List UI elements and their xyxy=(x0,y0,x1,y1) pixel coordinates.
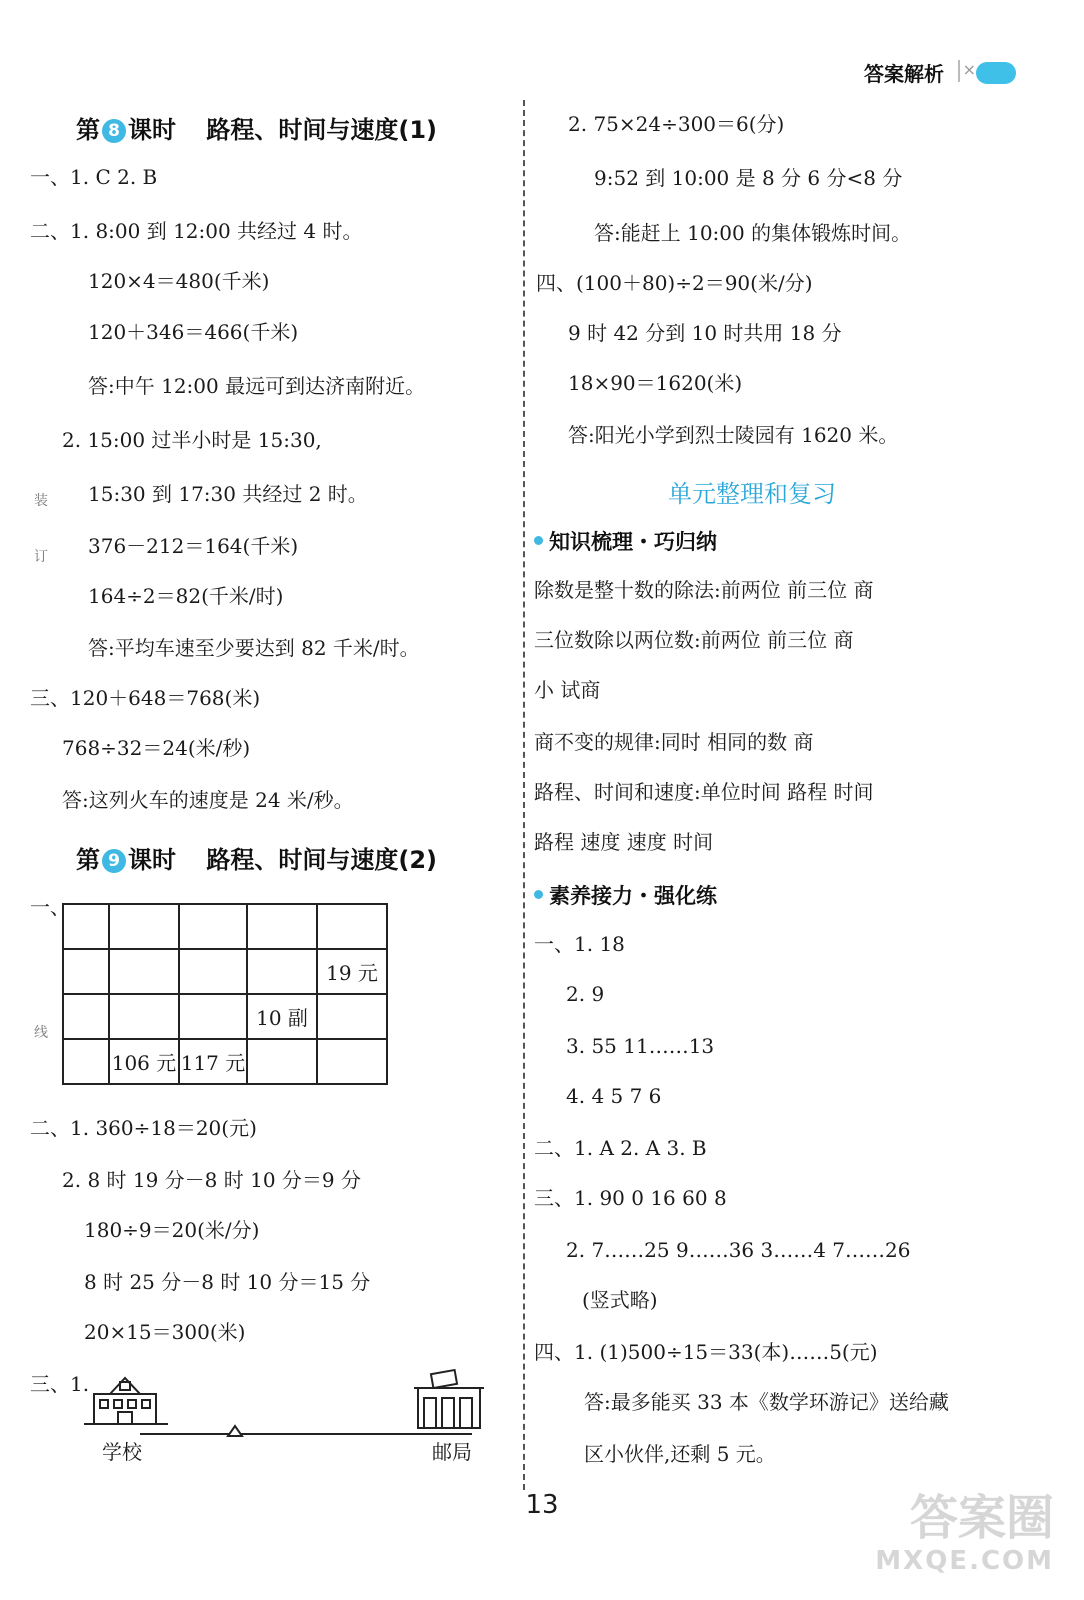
lesson9-title xyxy=(76,840,437,875)
answer-line: 2. 8 时 19 分－8 时 10 分＝9 分 xyxy=(62,1168,362,1192)
margin-mark: 装 xyxy=(34,493,48,509)
answer-line: 18×90＝1620(米) xyxy=(568,371,743,395)
answer-line: 答:能赶上 10:00 的集体锻炼时间。 xyxy=(594,221,912,245)
answer-line: 768÷32＝24(米/秒) xyxy=(62,736,251,760)
section-title: 单元整理和复习 xyxy=(668,480,836,508)
practice-line: 三、1. 90 0 16 60 8 xyxy=(534,1186,727,1210)
table-cell xyxy=(109,904,179,949)
close-mark-icon: × xyxy=(962,60,976,79)
table-cell xyxy=(179,949,247,994)
lesson8-topic: 路程、时间与速度(1) xyxy=(206,116,437,144)
school-label: 学校 xyxy=(102,1440,142,1464)
table-cell xyxy=(317,904,387,949)
margin-mark: 线 xyxy=(34,1025,48,1041)
table-cell xyxy=(109,949,179,994)
lesson8-prefix: 第 xyxy=(76,116,100,144)
practice-line: 四、1. (1)500÷15＝33(本)……5(元) xyxy=(534,1340,878,1364)
answer-line: 9 时 42 分到 10 时共用 18 分 xyxy=(568,321,842,345)
answer-line: 二、1. 8:00 到 12:00 共经过 4 时。 xyxy=(30,219,363,243)
practice-line: 4. 4 5 7 6 xyxy=(566,1084,662,1108)
table-row xyxy=(63,949,387,994)
answer-line: 180÷9＝20(米/分) xyxy=(84,1218,260,1242)
column-divider xyxy=(523,100,525,1490)
lesson9-topic: 路程、时间与速度(2) xyxy=(206,846,437,874)
practice-line: 2. 9 xyxy=(566,982,605,1006)
margin-mark: 订 xyxy=(34,549,48,565)
table-cell xyxy=(247,1039,317,1084)
table-row xyxy=(63,994,387,1039)
table-cell xyxy=(63,1039,109,1084)
answer-line: 四、(100＋80)÷2＝90(米/分) xyxy=(536,271,813,295)
answer-line: 8 时 25 分－8 时 10 分＝15 分 xyxy=(84,1270,371,1294)
table-cell: 10 副 xyxy=(247,994,317,1039)
subhead-knowledge-text: 知识梳理・巧归纳 xyxy=(549,530,717,554)
practice-line: 一、1. 18 xyxy=(534,932,625,956)
knowledge-line: 路程 速度 速度 时间 xyxy=(534,830,714,854)
table-cell xyxy=(317,1039,387,1084)
table-cell xyxy=(63,949,109,994)
lesson8-suffix: 课时 xyxy=(128,116,176,144)
practice-line: 二、1. A 2. A 3. B xyxy=(534,1136,707,1160)
page-number: 13 xyxy=(525,1490,559,1520)
practice-line: 区小伙伴,还剩 5 元。 xyxy=(584,1442,776,1466)
answer-line: 三、1. xyxy=(30,1372,90,1396)
practice-line: (竖式略) xyxy=(582,1288,658,1312)
table-cell xyxy=(63,904,109,949)
lesson8-title xyxy=(76,110,437,145)
answer-line: 376－212＝164(千米) xyxy=(88,534,299,558)
table-cell xyxy=(109,994,179,1039)
watermark-url: MXQE.COM xyxy=(875,1546,1054,1576)
table-cell xyxy=(247,949,317,994)
school-building-icon xyxy=(84,1378,168,1424)
table-cell: 19 元 xyxy=(317,949,387,994)
post-office-building-icon xyxy=(414,1370,484,1428)
knowledge-line: 小 试商 xyxy=(534,678,601,702)
practice-line: 2. 7……25 9……36 3……4 7……26 xyxy=(566,1238,911,1262)
header-decoration-icon xyxy=(976,62,1016,84)
table-row xyxy=(63,1039,387,1084)
practice-line: 3. 55 11……13 xyxy=(566,1034,715,1058)
answer-line: 三、120＋648＝768(米) xyxy=(30,686,261,710)
header-divider xyxy=(958,60,960,82)
answer-line: 2. 15:00 过半小时是 15:30, xyxy=(62,428,322,452)
post-office-label: 邮局 xyxy=(432,1440,472,1464)
answer-line: 120×4＝480(千米) xyxy=(88,269,270,293)
table-cell xyxy=(247,904,317,949)
knowledge-line: 除数是整十数的除法:前两位 前三位 商 xyxy=(534,578,874,602)
table-cell xyxy=(317,994,387,1039)
watermark-logo: 答案圈 xyxy=(909,1490,1054,1546)
answer-line: 答:这列火车的速度是 24 米/秒。 xyxy=(62,788,354,812)
answer-line: 15:30 到 17:30 共经过 2 时。 xyxy=(88,482,368,506)
answer-line: 答:中午 12:00 最远可到达济南附近。 xyxy=(88,374,426,398)
answer-table xyxy=(62,903,388,1085)
lesson8-number-badge: 8 xyxy=(102,119,126,143)
answer-line: 二、1. 360÷18＝20(元) xyxy=(30,1116,257,1140)
table-prefix: 一、 xyxy=(30,895,70,919)
lesson9-suffix: 课时 xyxy=(128,846,176,874)
knowledge-line: 路程、时间和速度:单位时间 路程 时间 xyxy=(534,780,874,804)
table-cell xyxy=(63,994,109,1039)
answer-line: 2. 75×24÷300＝6(分) xyxy=(568,112,785,136)
watermark xyxy=(844,1490,1054,1590)
answer-line: 9:52 到 10:00 是 8 分 6 分<8 分 xyxy=(594,166,903,190)
answer-line: 120＋346＝466(千米) xyxy=(88,320,299,344)
lesson9-number-badge: 9 xyxy=(102,849,126,873)
route-map xyxy=(80,1368,490,1442)
practice-line: 答:最多能买 33 本《数学环游记》送给藏 xyxy=(584,1390,949,1414)
knowledge-line: 商不变的规律:同时 相同的数 商 xyxy=(534,730,814,754)
subhead-practice xyxy=(534,880,717,910)
bullet-dot-icon xyxy=(534,536,543,545)
route-marker-icon xyxy=(228,1426,242,1436)
subhead-practice-text: 素养接力・强化练 xyxy=(549,884,717,908)
bullet-dot-icon xyxy=(534,890,543,899)
lesson9-prefix: 第 xyxy=(76,846,100,874)
table-cell xyxy=(179,904,247,949)
answer-line: 答:阳光小学到烈士陵园有 1620 米。 xyxy=(568,423,899,447)
answer-line: 一、1. C 2. B xyxy=(30,165,158,189)
table-cell xyxy=(179,994,247,1039)
answer-line: 20×15＝300(米) xyxy=(84,1320,246,1344)
table-row xyxy=(63,904,387,949)
header-label: 答案解析 xyxy=(864,62,944,86)
table-cell: 106 元 xyxy=(109,1039,179,1084)
answer-line: 164÷2＝82(千米/时) xyxy=(88,584,284,608)
table-cell: 117 元 xyxy=(179,1039,247,1084)
subhead-knowledge xyxy=(534,526,717,556)
answer-line: 答:平均车速至少要达到 82 千米/时。 xyxy=(88,636,420,660)
knowledge-line: 三位数除以两位数:前两位 前三位 商 xyxy=(534,628,854,652)
